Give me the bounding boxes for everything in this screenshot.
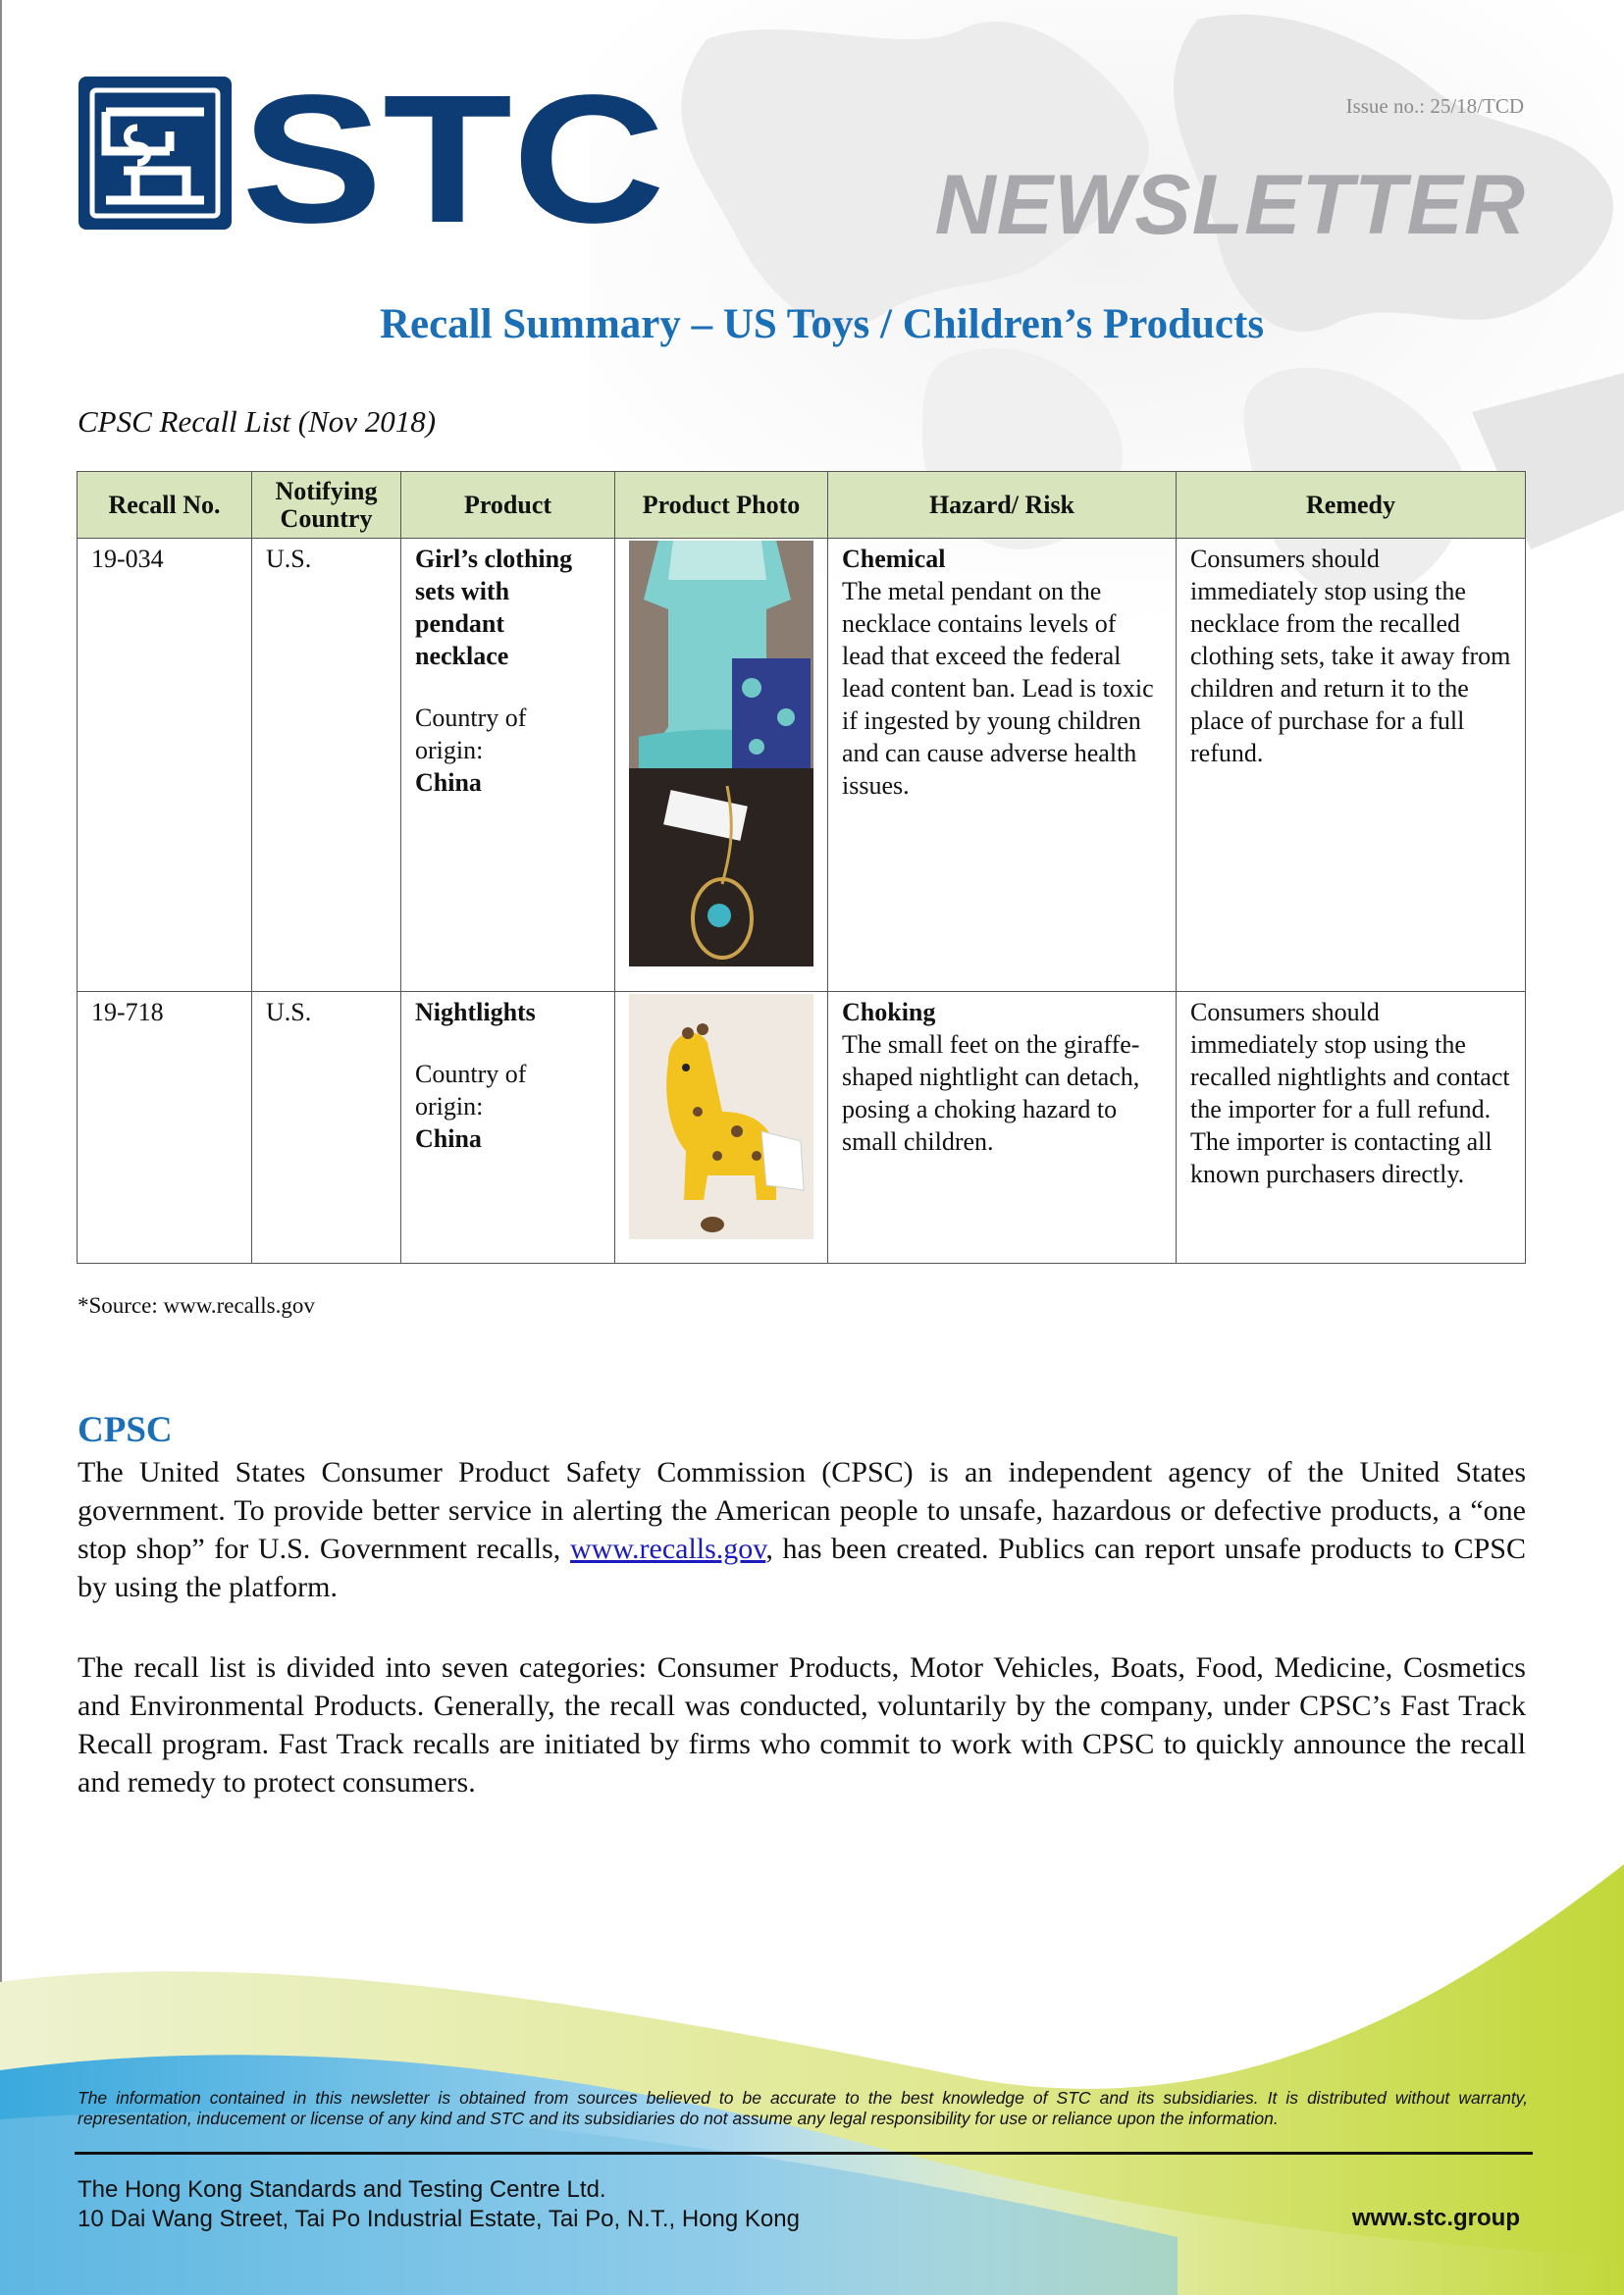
recalls-gov-link[interactable]: www.recalls.gov — [569, 1533, 766, 1565]
stc-logo — [77, 73, 675, 239]
stc-logo-text: STC — [241, 73, 665, 239]
product-name: Nightlights — [415, 998, 536, 1026]
source-note: *Source: www.recalls.gov — [78, 1293, 315, 1318]
recall-number: 19-034 — [78, 539, 252, 992]
notifying-country: U.S. — [252, 992, 401, 1264]
remedy: Consumers should immediately stop using the necklace from the recalled clothing sets, take it away from children and return it to the place of purchase for a full refund. — [1177, 539, 1526, 992]
footer-divider — [75, 2152, 1533, 2155]
origin-label: Country of origin: — [415, 1060, 527, 1121]
product-photo-cell — [615, 992, 828, 1264]
hazard-cell — [828, 992, 1177, 1264]
hazard-description: The metal pendant on the necklace contains levels of lead that exceed the federal lead content ban. Lead is toxic if ingested by young children and can cause adverse health issues. — [842, 577, 1154, 800]
page-title: Recall Summary – US Toys / Children’s Products — [379, 301, 1265, 347]
header-recall-no: Recall No. — [78, 472, 252, 539]
header-country: Notifying Country — [252, 472, 401, 539]
footer-website: www.stc.group — [1351, 2205, 1520, 2231]
company-name: The Hong Kong Standards and Testing Centre Ltd. — [78, 2176, 606, 2203]
table-header-row — [78, 472, 1526, 539]
product-name: Girl’s clothing sets with pendant necklace — [415, 545, 573, 670]
disclaimer: The information contained in this newsletter is obtained from sources believed to be accurate to the best knowledge of STC and its subsidiaries. It is distributed without warranty, representation, inducement or license of any kind and STC and its subsidiaries do not assume any legal responsibility for use or reliance upon the information. — [78, 2088, 1528, 2128]
table-row — [78, 992, 1526, 1264]
header-remedy: Remedy — [1177, 472, 1526, 539]
origin-label: Country of origin: — [415, 704, 527, 764]
product-cell — [401, 992, 615, 1264]
cpsc-paragraph-1: The United States Consumer Product Safety Commission (CPSC) is an independent agency of the United States government. To provide better service in alerting the American people to unsafe, hazardous or defective products, a “one stop shop” for U.S. Government recalls, www.recalls.gov, has been created. Publics can report unsafe products to CPSC by using the platform. — [78, 1456, 1526, 1603]
company-address: 10 Dai Wang Street, Tai Po Industrial Estate, Tai Po, N.T., Hong Kong — [78, 2206, 800, 2232]
clothing-set-photo — [629, 541, 813, 966]
newsletter-banner: NEWSLETTER — [934, 158, 1526, 252]
header-hazard: Hazard/ Risk — [828, 472, 1177, 539]
giraffe-nightlight-photo — [629, 994, 813, 1239]
header-product: Product — [401, 472, 615, 539]
recall-table — [77, 471, 1526, 1264]
remedy: Consumers should immediately stop using the recalled nightlights and contact the importer for a full refund. The importer is contacting all known purchasers directly. — [1177, 992, 1526, 1264]
hazard-description: The small feet on the giraffe-shaped nightlight can detach, posing a choking hazard to small children. — [842, 1030, 1140, 1156]
hazard-type: Choking — [842, 998, 936, 1026]
footer-company — [78, 2175, 800, 2234]
product-cell — [401, 539, 615, 992]
notifying-country: U.S. — [252, 539, 401, 992]
cpsc-heading: CPSC — [78, 1410, 173, 1450]
origin-country: China — [415, 1124, 482, 1153]
recall-number: 19-718 — [78, 992, 252, 1264]
cpsc-paragraph-2: The recall list is divided into seven categories: Consumer Products, Motor Vehicles, Boats, Food, Medicine, Cosmetics and Environmental Products. Generally, the recall was conducted, voluntarily by the company, under CPSC’s Fast Track Recall program. Fast Track recalls are initiated by firms who commit to work with CPSC to quickly announce the recall and remedy to protect consumers. — [78, 1651, 1526, 1799]
origin-country: China — [415, 768, 482, 797]
hazard-type: Chemical — [842, 545, 946, 573]
recall-list-title: CPSC Recall List (Nov 2018) — [78, 404, 437, 439]
issue-number: Issue no.: 25/18/TCD — [1345, 94, 1524, 118]
hazard-cell — [828, 539, 1177, 992]
header-photo: Product Photo — [615, 472, 828, 539]
table-row — [78, 539, 1526, 992]
product-photo-cell — [615, 539, 828, 992]
